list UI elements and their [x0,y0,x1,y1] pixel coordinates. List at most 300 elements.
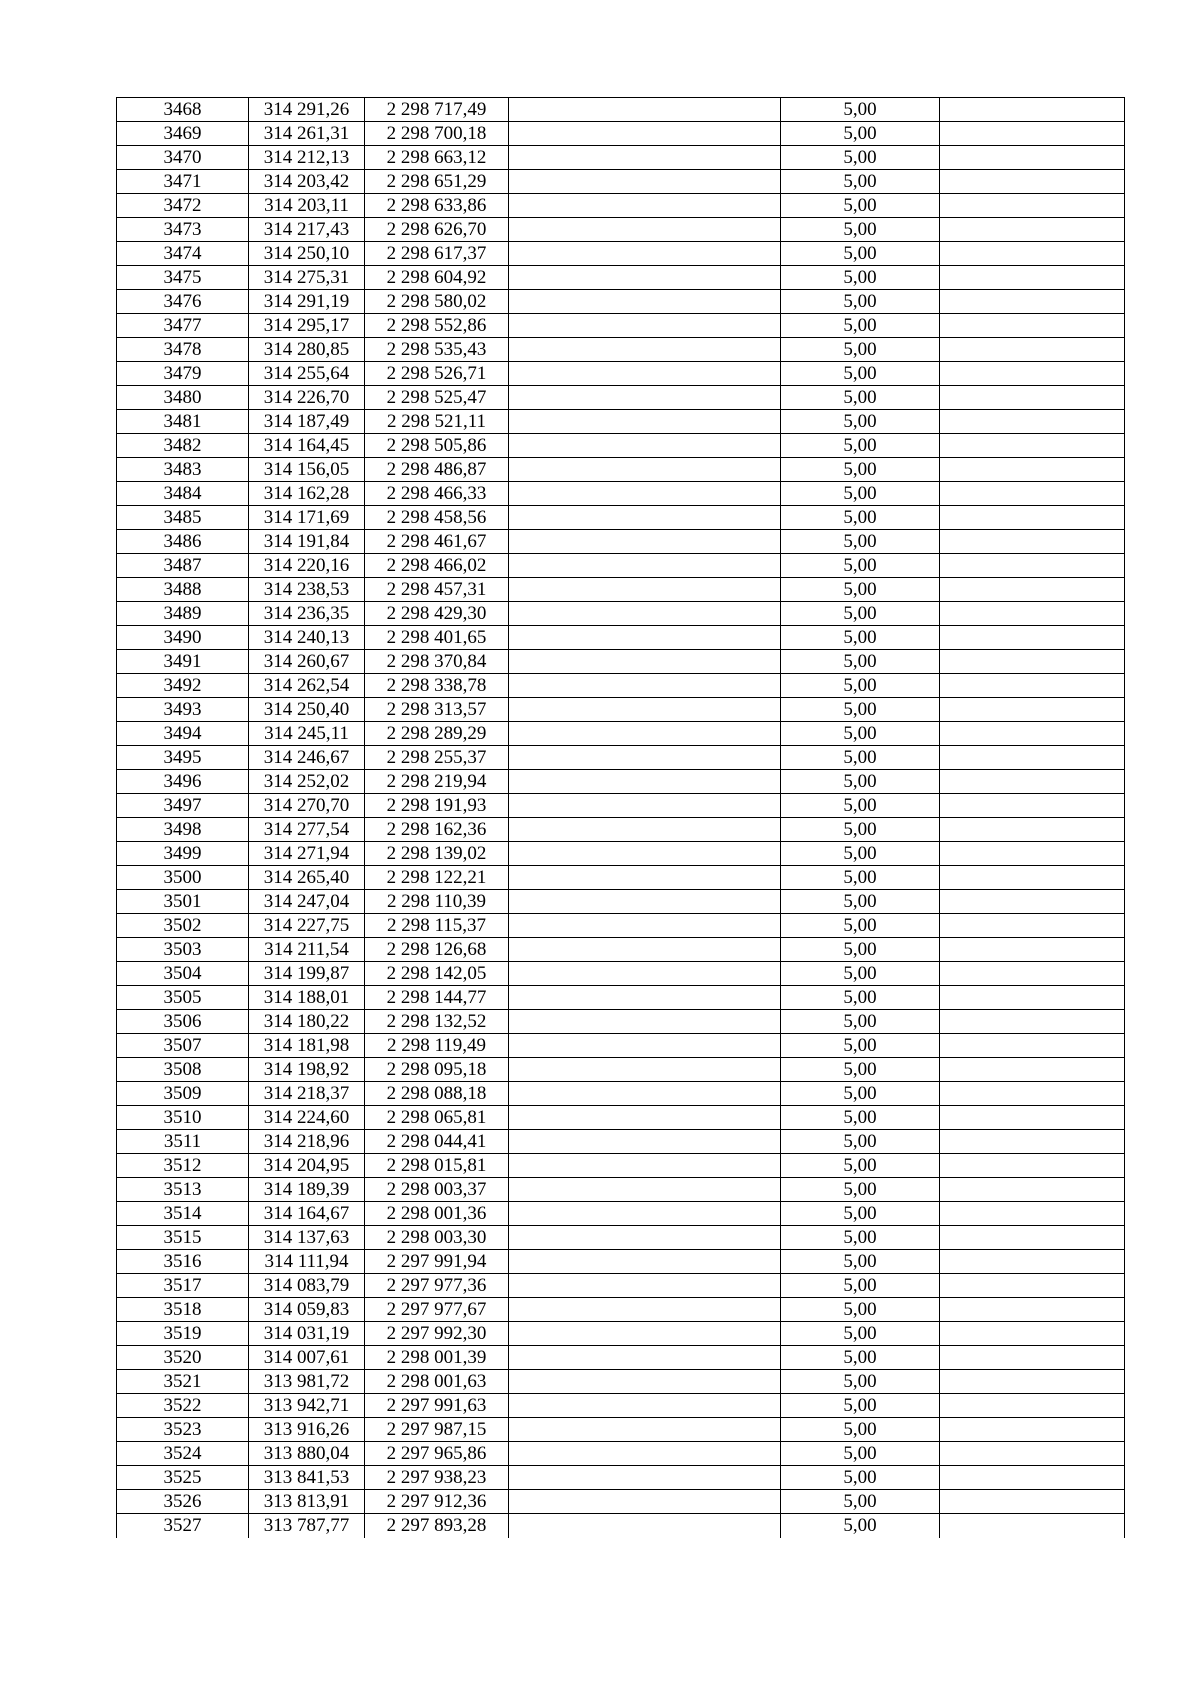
value-cell: 5,00 [781,818,940,842]
value-cell: 5,00 [781,1298,940,1322]
point-number-cell: 3476 [117,290,249,314]
empty-cell [509,122,781,146]
point-number-cell: 3482 [117,434,249,458]
empty-cell [940,290,1125,314]
value-cell: 5,00 [781,1250,940,1274]
empty-cell [509,410,781,434]
x-coordinate-cell: 314 280,85 [249,338,365,362]
x-coordinate-cell: 314 224,60 [249,1106,365,1130]
empty-cell [509,746,781,770]
y-coordinate-cell: 2 297 991,63 [365,1394,509,1418]
x-coordinate-cell: 314 270,70 [249,794,365,818]
y-coordinate-cell: 2 298 122,21 [365,866,509,890]
table-row [117,482,1125,506]
point-number-cell: 3488 [117,578,249,602]
empty-cell [509,1082,781,1106]
empty-cell [509,1346,781,1370]
point-number-cell: 3469 [117,122,249,146]
value-cell: 5,00 [781,1178,940,1202]
x-coordinate-cell: 314 164,45 [249,434,365,458]
value-cell: 5,00 [781,1130,940,1154]
empty-cell [940,266,1125,290]
table-row [117,410,1125,434]
x-coordinate-cell: 314 260,67 [249,650,365,674]
value-cell: 5,00 [781,434,940,458]
table-row [117,194,1125,218]
x-coordinate-cell: 314 218,37 [249,1082,365,1106]
x-coordinate-cell: 313 880,04 [249,1442,365,1466]
x-coordinate-cell: 314 218,96 [249,1130,365,1154]
empty-cell [940,386,1125,410]
empty-cell [940,1322,1125,1346]
value-cell: 5,00 [781,962,940,986]
y-coordinate-cell: 2 298 139,02 [365,842,509,866]
y-coordinate-cell: 2 298 119,49 [365,1034,509,1058]
x-coordinate-cell: 314 291,26 [249,98,365,122]
table-row [117,770,1125,794]
point-number-cell: 3493 [117,698,249,722]
table-row [117,170,1125,194]
y-coordinate-cell: 2 298 065,81 [365,1106,509,1130]
point-number-cell: 3524 [117,1442,249,1466]
empty-cell [509,1418,781,1442]
y-coordinate-cell: 2 298 466,33 [365,482,509,506]
point-number-cell: 3484 [117,482,249,506]
value-cell: 5,00 [781,242,940,266]
point-number-cell: 3511 [117,1130,249,1154]
y-coordinate-cell: 2 298 144,77 [365,986,509,1010]
x-coordinate-cell: 314 226,70 [249,386,365,410]
point-number-cell: 3491 [117,650,249,674]
point-number-cell: 3470 [117,146,249,170]
empty-cell [940,770,1125,794]
x-coordinate-cell: 314 217,43 [249,218,365,242]
empty-cell [940,914,1125,938]
x-coordinate-cell: 313 841,53 [249,1466,365,1490]
x-coordinate-cell: 313 942,71 [249,1394,365,1418]
point-number-cell: 3468 [117,98,249,122]
table-row [117,1442,1125,1466]
empty-cell [940,1082,1125,1106]
value-cell: 5,00 [781,554,940,578]
table-row [117,722,1125,746]
table-row [117,1514,1125,1538]
point-number-cell: 3499 [117,842,249,866]
table-row [117,338,1125,362]
empty-cell [509,506,781,530]
y-coordinate-cell: 2 298 289,29 [365,722,509,746]
value-cell: 5,00 [781,266,940,290]
table-row [117,266,1125,290]
x-coordinate-cell: 314 111,94 [249,1250,365,1274]
empty-cell [940,362,1125,386]
point-number-cell: 3471 [117,170,249,194]
y-coordinate-cell: 2 297 977,36 [365,1274,509,1298]
y-coordinate-cell: 2 298 617,37 [365,242,509,266]
empty-cell [940,506,1125,530]
value-cell: 5,00 [781,578,940,602]
empty-cell [940,1226,1125,1250]
table-row [117,386,1125,410]
empty-cell [509,1514,781,1538]
point-number-cell: 3523 [117,1418,249,1442]
value-cell: 5,00 [781,170,940,194]
empty-cell [509,674,781,698]
empty-cell [509,1226,781,1250]
empty-cell [509,842,781,866]
empty-cell [509,266,781,290]
y-coordinate-cell: 2 298 132,52 [365,1010,509,1034]
table-row [117,506,1125,530]
value-cell: 5,00 [781,890,940,914]
point-number-cell: 3487 [117,554,249,578]
empty-cell [509,914,781,938]
y-coordinate-cell: 2 298 466,02 [365,554,509,578]
empty-cell [940,434,1125,458]
point-number-cell: 3520 [117,1346,249,1370]
y-coordinate-cell: 2 298 429,30 [365,602,509,626]
point-number-cell: 3521 [117,1370,249,1394]
table-row [117,794,1125,818]
coordinates-table [116,97,1125,1538]
value-cell: 5,00 [781,1034,940,1058]
empty-cell [509,578,781,602]
empty-cell [940,1178,1125,1202]
point-number-cell: 3502 [117,914,249,938]
table-row [117,1346,1125,1370]
y-coordinate-cell: 2 298 663,12 [365,146,509,170]
table-row [117,746,1125,770]
y-coordinate-cell: 2 298 580,02 [365,290,509,314]
empty-cell [509,1394,781,1418]
empty-cell [940,314,1125,338]
table-row [117,242,1125,266]
empty-cell [509,194,781,218]
y-coordinate-cell: 2 298 338,78 [365,674,509,698]
x-coordinate-cell: 314 295,17 [249,314,365,338]
value-cell: 5,00 [781,866,940,890]
table-row [117,626,1125,650]
point-number-cell: 3472 [117,194,249,218]
table-row [117,1250,1125,1274]
value-cell: 5,00 [781,146,940,170]
empty-cell [940,482,1125,506]
point-number-cell: 3503 [117,938,249,962]
x-coordinate-cell: 314 212,13 [249,146,365,170]
table-row [117,1322,1125,1346]
y-coordinate-cell: 2 297 893,28 [365,1514,509,1538]
y-coordinate-cell: 2 297 991,94 [365,1250,509,1274]
y-coordinate-cell: 2 297 987,15 [365,1418,509,1442]
table-row [117,1010,1125,1034]
point-number-cell: 3506 [117,1010,249,1034]
point-number-cell: 3494 [117,722,249,746]
x-coordinate-cell: 314 277,54 [249,818,365,842]
y-coordinate-cell: 2 298 457,31 [365,578,509,602]
empty-cell [509,962,781,986]
y-coordinate-cell: 2 298 535,43 [365,338,509,362]
point-number-cell: 3509 [117,1082,249,1106]
point-number-cell: 3526 [117,1490,249,1514]
y-coordinate-cell: 2 298 370,84 [365,650,509,674]
value-cell: 5,00 [781,218,940,242]
empty-cell [940,1202,1125,1226]
value-cell: 5,00 [781,482,940,506]
point-number-cell: 3518 [117,1298,249,1322]
empty-cell [940,962,1125,986]
value-cell: 5,00 [781,1514,940,1538]
empty-cell [509,818,781,842]
point-number-cell: 3492 [117,674,249,698]
empty-cell [509,1490,781,1514]
table-row [117,530,1125,554]
empty-cell [940,1514,1125,1538]
value-cell: 5,00 [781,194,940,218]
x-coordinate-cell: 313 981,72 [249,1370,365,1394]
x-coordinate-cell: 314 271,94 [249,842,365,866]
point-number-cell: 3525 [117,1466,249,1490]
value-cell: 5,00 [781,938,940,962]
empty-cell [940,890,1125,914]
table-row [117,290,1125,314]
empty-cell [940,1490,1125,1514]
empty-cell [509,794,781,818]
empty-cell [940,818,1125,842]
x-coordinate-cell: 314 198,92 [249,1058,365,1082]
value-cell: 5,00 [781,602,940,626]
table-row [117,866,1125,890]
x-coordinate-cell: 314 137,63 [249,1226,365,1250]
point-number-cell: 3483 [117,458,249,482]
y-coordinate-cell: 2 297 965,86 [365,1442,509,1466]
point-number-cell: 3500 [117,866,249,890]
x-coordinate-cell: 314 083,79 [249,1274,365,1298]
empty-cell [940,674,1125,698]
table-row [117,1034,1125,1058]
value-cell: 5,00 [781,314,940,338]
value-cell: 5,00 [781,986,940,1010]
value-cell: 5,00 [781,1154,940,1178]
value-cell: 5,00 [781,1442,940,1466]
x-coordinate-cell: 313 813,91 [249,1490,365,1514]
empty-cell [940,1466,1125,1490]
empty-cell [509,938,781,962]
y-coordinate-cell: 2 298 717,49 [365,98,509,122]
point-number-cell: 3501 [117,890,249,914]
y-coordinate-cell: 2 298 633,86 [365,194,509,218]
value-cell: 5,00 [781,458,940,482]
x-coordinate-cell: 314 191,84 [249,530,365,554]
coordinates-table-body [117,98,1125,1538]
empty-cell [509,146,781,170]
y-coordinate-cell: 2 298 126,68 [365,938,509,962]
table-row [117,650,1125,674]
value-cell: 5,00 [781,1106,940,1130]
point-number-cell: 3489 [117,602,249,626]
y-coordinate-cell: 2 298 552,86 [365,314,509,338]
x-coordinate-cell: 314 265,40 [249,866,365,890]
x-coordinate-cell: 314 181,98 [249,1034,365,1058]
value-cell: 5,00 [781,386,940,410]
empty-cell [940,122,1125,146]
empty-cell [509,1250,781,1274]
empty-cell [940,866,1125,890]
y-coordinate-cell: 2 298 700,18 [365,122,509,146]
y-coordinate-cell: 2 298 525,47 [365,386,509,410]
empty-cell [509,1466,781,1490]
y-coordinate-cell: 2 298 521,11 [365,410,509,434]
empty-cell [509,1058,781,1082]
point-number-cell: 3490 [117,626,249,650]
y-coordinate-cell: 2 298 505,86 [365,434,509,458]
point-number-cell: 3513 [117,1178,249,1202]
empty-cell [940,986,1125,1010]
empty-cell [940,218,1125,242]
point-number-cell: 3504 [117,962,249,986]
y-coordinate-cell: 2 297 977,67 [365,1298,509,1322]
empty-cell [509,1322,781,1346]
y-coordinate-cell: 2 298 461,67 [365,530,509,554]
value-cell: 5,00 [781,362,940,386]
y-coordinate-cell: 2 298 115,37 [365,914,509,938]
x-coordinate-cell: 314 238,53 [249,578,365,602]
empty-cell [940,146,1125,170]
x-coordinate-cell: 314 252,02 [249,770,365,794]
empty-cell [940,722,1125,746]
table-row [117,1082,1125,1106]
empty-cell [509,650,781,674]
table-row [117,314,1125,338]
table-row [117,98,1125,122]
empty-cell [509,1298,781,1322]
table-row [117,1418,1125,1442]
empty-cell [509,482,781,506]
y-coordinate-cell: 2 298 401,65 [365,626,509,650]
value-cell: 5,00 [781,1010,940,1034]
value-cell: 5,00 [781,1082,940,1106]
empty-cell [509,1010,781,1034]
x-coordinate-cell: 314 211,54 [249,938,365,962]
point-number-cell: 3486 [117,530,249,554]
table-row [117,1394,1125,1418]
empty-cell [940,602,1125,626]
value-cell: 5,00 [781,1466,940,1490]
table-row [117,1106,1125,1130]
x-coordinate-cell: 314 031,19 [249,1322,365,1346]
table-row [117,1274,1125,1298]
value-cell: 5,00 [781,1058,940,1082]
empty-cell [940,338,1125,362]
point-number-cell: 3497 [117,794,249,818]
y-coordinate-cell: 2 298 001,39 [365,1346,509,1370]
empty-cell [509,362,781,386]
value-cell: 5,00 [781,1226,940,1250]
y-coordinate-cell: 2 298 044,41 [365,1130,509,1154]
x-coordinate-cell: 314 189,39 [249,1178,365,1202]
empty-cell [509,626,781,650]
empty-cell [509,458,781,482]
y-coordinate-cell: 2 297 938,23 [365,1466,509,1490]
table-row [117,914,1125,938]
empty-cell [509,890,781,914]
table-row [117,218,1125,242]
value-cell: 5,00 [781,1346,940,1370]
point-number-cell: 3508 [117,1058,249,1082]
value-cell: 5,00 [781,122,940,146]
empty-cell [509,386,781,410]
value-cell: 5,00 [781,1202,940,1226]
table-row [117,890,1125,914]
y-coordinate-cell: 2 298 313,57 [365,698,509,722]
empty-cell [940,1442,1125,1466]
point-number-cell: 3507 [117,1034,249,1058]
x-coordinate-cell: 314 250,10 [249,242,365,266]
empty-cell [509,1178,781,1202]
y-coordinate-cell: 2 298 003,30 [365,1226,509,1250]
empty-cell [940,1130,1125,1154]
empty-cell [940,1394,1125,1418]
value-cell: 5,00 [781,698,940,722]
value-cell: 5,00 [781,914,940,938]
point-number-cell: 3474 [117,242,249,266]
empty-cell [509,530,781,554]
table-row [117,1490,1125,1514]
value-cell: 5,00 [781,1394,940,1418]
empty-cell [940,1346,1125,1370]
table-row [117,1178,1125,1202]
value-cell: 5,00 [781,722,940,746]
empty-cell [509,1370,781,1394]
empty-cell [940,170,1125,194]
table-row [117,434,1125,458]
y-coordinate-cell: 2 298 162,36 [365,818,509,842]
value-cell: 5,00 [781,674,940,698]
empty-cell [940,554,1125,578]
empty-cell [940,746,1125,770]
y-coordinate-cell: 2 298 526,71 [365,362,509,386]
y-coordinate-cell: 2 298 095,18 [365,1058,509,1082]
empty-cell [940,698,1125,722]
point-number-cell: 3512 [117,1154,249,1178]
x-coordinate-cell: 314 164,67 [249,1202,365,1226]
empty-cell [509,314,781,338]
x-coordinate-cell: 314 227,75 [249,914,365,938]
y-coordinate-cell: 2 298 651,29 [365,170,509,194]
value-cell: 5,00 [781,410,940,434]
x-coordinate-cell: 314 156,05 [249,458,365,482]
table-row [117,674,1125,698]
value-cell: 5,00 [781,290,940,314]
empty-cell [509,434,781,458]
value-cell: 5,00 [781,1418,940,1442]
empty-cell [509,1154,781,1178]
table-row [117,146,1125,170]
value-cell: 5,00 [781,626,940,650]
value-cell: 5,00 [781,1274,940,1298]
x-coordinate-cell: 314 240,13 [249,626,365,650]
x-coordinate-cell: 313 916,26 [249,1418,365,1442]
point-number-cell: 3478 [117,338,249,362]
point-number-cell: 3514 [117,1202,249,1226]
x-coordinate-cell: 314 199,87 [249,962,365,986]
empty-cell [509,290,781,314]
y-coordinate-cell: 2 298 142,05 [365,962,509,986]
empty-cell [940,650,1125,674]
x-coordinate-cell: 314 204,95 [249,1154,365,1178]
table-row [117,1298,1125,1322]
x-coordinate-cell: 314 180,22 [249,1010,365,1034]
point-number-cell: 3516 [117,1250,249,1274]
